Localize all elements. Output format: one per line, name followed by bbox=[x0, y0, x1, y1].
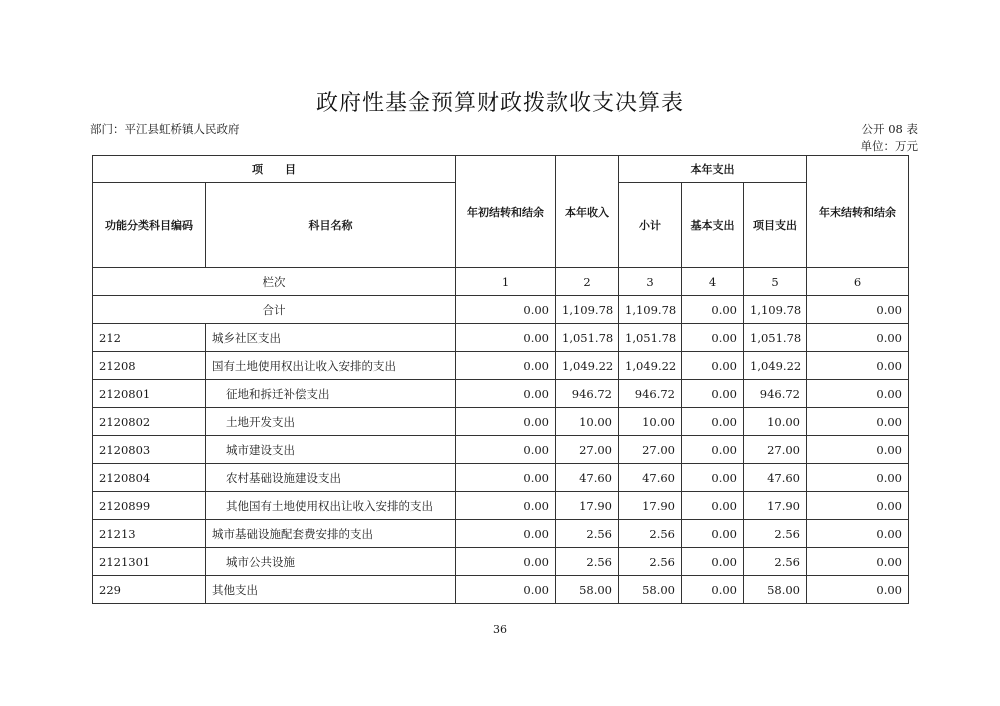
row-name: 其他国有土地使用权出让收入安排的支出 bbox=[206, 492, 456, 520]
row-value: 0.00 bbox=[682, 492, 744, 520]
row-value: 0.00 bbox=[807, 464, 909, 492]
row-value: 946.72 bbox=[556, 380, 619, 408]
column-index-3: 3 bbox=[619, 268, 682, 296]
row-value: 2.56 bbox=[744, 520, 807, 548]
row-value: 0.00 bbox=[456, 408, 556, 436]
row-code: 21208 bbox=[93, 352, 206, 380]
department-label: 部门：平江县虹桥镇人民政府 bbox=[90, 122, 240, 136]
row-value: 1,049.22 bbox=[619, 352, 682, 380]
row-value: 10.00 bbox=[619, 408, 682, 436]
row-value: 17.90 bbox=[744, 492, 807, 520]
table-row bbox=[93, 324, 909, 352]
row-value: 47.60 bbox=[619, 464, 682, 492]
row-value: 27.00 bbox=[556, 436, 619, 464]
table-row bbox=[93, 352, 909, 380]
table-row bbox=[93, 548, 909, 576]
row-value: 0.00 bbox=[682, 436, 744, 464]
row-value: 0.00 bbox=[807, 408, 909, 436]
row-name: 城市基础设施配套费安排的支出 bbox=[206, 520, 456, 548]
header-subject-name: 科目名称 bbox=[206, 183, 456, 268]
row-value: 0.00 bbox=[807, 324, 909, 352]
total-value: 1,109.78 bbox=[744, 296, 807, 324]
row-name: 征地和拆迁补偿支出 bbox=[206, 380, 456, 408]
row-code: 21213 bbox=[93, 520, 206, 548]
row-value: 2.56 bbox=[619, 520, 682, 548]
header-project: 项目支出 bbox=[744, 183, 807, 268]
row-name: 城市公共设施 bbox=[206, 548, 456, 576]
table-row bbox=[93, 520, 909, 548]
row-value: 1,051.78 bbox=[744, 324, 807, 352]
row-value: 10.00 bbox=[744, 408, 807, 436]
page-number: 36 bbox=[493, 623, 507, 636]
row-value: 2.56 bbox=[619, 548, 682, 576]
row-value: 0.00 bbox=[456, 464, 556, 492]
row-value: 27.00 bbox=[744, 436, 807, 464]
column-index-row bbox=[93, 268, 909, 296]
row-value: 0.00 bbox=[456, 492, 556, 520]
header-income: 本年收入 bbox=[556, 156, 619, 268]
header-subtotal: 小计 bbox=[619, 183, 682, 268]
publish-number: 公开 08 表 bbox=[861, 122, 918, 136]
header-begin-balance: 年初结转和结余 bbox=[456, 156, 556, 268]
row-value: 47.60 bbox=[556, 464, 619, 492]
row-value: 2.56 bbox=[556, 548, 619, 576]
row-name: 城市建设支出 bbox=[206, 436, 456, 464]
row-value: 0.00 bbox=[682, 520, 744, 548]
row-value: 17.90 bbox=[556, 492, 619, 520]
total-value: 0.00 bbox=[682, 296, 744, 324]
row-code: 212 bbox=[93, 324, 206, 352]
row-value: 0.00 bbox=[682, 324, 744, 352]
row-value: 58.00 bbox=[619, 576, 682, 604]
header-basic: 基本支出 bbox=[682, 183, 744, 268]
header-end-balance: 年末结转和结余 bbox=[807, 156, 909, 268]
row-value: 0.00 bbox=[456, 548, 556, 576]
total-value: 1,109.78 bbox=[556, 296, 619, 324]
row-value: 0.00 bbox=[456, 436, 556, 464]
row-value: 0.00 bbox=[682, 548, 744, 576]
total-value: 0.00 bbox=[807, 296, 909, 324]
row-value: 0.00 bbox=[456, 520, 556, 548]
header-expenditure: 本年支出 bbox=[619, 156, 807, 183]
row-value: 0.00 bbox=[807, 548, 909, 576]
total-value: 1,109.78 bbox=[619, 296, 682, 324]
column-index-1: 1 bbox=[456, 268, 556, 296]
table-row bbox=[93, 492, 909, 520]
table-row bbox=[93, 436, 909, 464]
header-item: 项 目 bbox=[93, 156, 456, 183]
row-value: 0.00 bbox=[456, 352, 556, 380]
row-value: 0.00 bbox=[682, 380, 744, 408]
row-code: 2120801 bbox=[93, 380, 206, 408]
row-code: 2120802 bbox=[93, 408, 206, 436]
row-name: 国有土地使用权出让收入安排的支出 bbox=[206, 352, 456, 380]
row-name: 土地开发支出 bbox=[206, 408, 456, 436]
row-value: 0.00 bbox=[807, 520, 909, 548]
row-value: 0.00 bbox=[682, 576, 744, 604]
row-value: 0.00 bbox=[456, 576, 556, 604]
row-value: 1,049.22 bbox=[556, 352, 619, 380]
budget-table bbox=[92, 155, 909, 604]
row-value: 0.00 bbox=[456, 324, 556, 352]
row-value: 2.56 bbox=[556, 520, 619, 548]
total-row bbox=[93, 296, 909, 324]
column-index-2: 2 bbox=[556, 268, 619, 296]
unit-label: 单位：万元 bbox=[860, 139, 918, 153]
table-row bbox=[93, 408, 909, 436]
row-code: 229 bbox=[93, 576, 206, 604]
row-value: 0.00 bbox=[807, 352, 909, 380]
row-name: 其他支出 bbox=[206, 576, 456, 604]
row-value: 27.00 bbox=[619, 436, 682, 464]
total-label: 合计 bbox=[93, 296, 456, 324]
row-value: 58.00 bbox=[744, 576, 807, 604]
row-code: 2120899 bbox=[93, 492, 206, 520]
row-value: 0.00 bbox=[807, 492, 909, 520]
row-value: 0.00 bbox=[682, 352, 744, 380]
column-index-4: 4 bbox=[682, 268, 744, 296]
row-value: 946.72 bbox=[619, 380, 682, 408]
row-value: 17.90 bbox=[619, 492, 682, 520]
page-title: 政府性基金预算财政拨款收支决算表 bbox=[315, 91, 684, 116]
row-value: 946.72 bbox=[744, 380, 807, 408]
row-name: 城乡社区支出 bbox=[206, 324, 456, 352]
row-value: 1,051.78 bbox=[619, 324, 682, 352]
row-name: 农村基础设施建设支出 bbox=[206, 464, 456, 492]
table-row bbox=[93, 576, 909, 604]
column-index-label: 栏次 bbox=[93, 268, 456, 296]
column-index-5: 5 bbox=[744, 268, 807, 296]
row-code: 2120803 bbox=[93, 436, 206, 464]
row-value: 0.00 bbox=[807, 380, 909, 408]
row-value: 1,049.22 bbox=[744, 352, 807, 380]
row-value: 58.00 bbox=[556, 576, 619, 604]
row-value: 0.00 bbox=[456, 380, 556, 408]
row-value: 10.00 bbox=[556, 408, 619, 436]
row-value: 0.00 bbox=[682, 408, 744, 436]
row-value: 0.00 bbox=[807, 436, 909, 464]
column-index-6: 6 bbox=[807, 268, 909, 296]
row-code: 2120804 bbox=[93, 464, 206, 492]
row-value: 1,051.78 bbox=[556, 324, 619, 352]
table-row bbox=[93, 464, 909, 492]
row-value: 0.00 bbox=[807, 576, 909, 604]
total-value: 0.00 bbox=[456, 296, 556, 324]
row-value: 47.60 bbox=[744, 464, 807, 492]
row-code: 2121301 bbox=[93, 548, 206, 576]
row-value: 0.00 bbox=[682, 464, 744, 492]
row-value: 2.56 bbox=[744, 548, 807, 576]
header-func-code: 功能分类科目编码 bbox=[93, 183, 206, 268]
table-row bbox=[93, 380, 909, 408]
